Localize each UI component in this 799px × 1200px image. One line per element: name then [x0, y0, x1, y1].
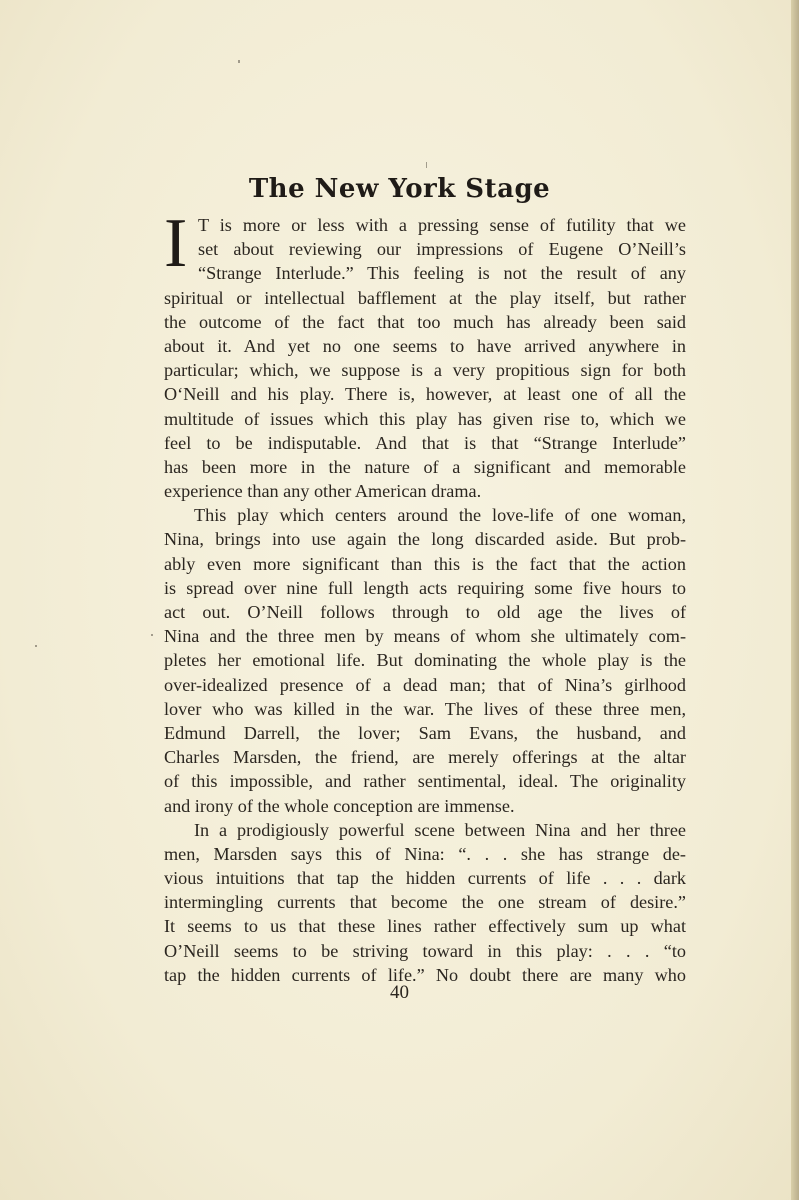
text-line: T is more or less with a pressing sense of futility that we [198, 215, 686, 235]
text-line: feel to be indisputable. And that is that “Strange Interlude” [164, 432, 686, 453]
text-line: This play which centers around the love-life of one woman, [194, 505, 686, 526]
text-line: It seems to us that these lines rather effectively sum up what [164, 916, 686, 937]
text-line: O’Neill seems to be striving toward in this play: . . . “to [164, 940, 686, 961]
text-line: ably even more significant than this is the fact that the action [164, 553, 686, 574]
text-line: In a prodigiously powerful scene between Nina and her three [194, 819, 686, 840]
text-line: “Strange Interlude.” This feeling is not the result of any [198, 263, 686, 284]
text-line: has been more in the nature of a significant and memorable [164, 456, 686, 477]
text-line: Charles Marsden, the friend, are merely offerings at the altar [164, 747, 686, 768]
text-line: pletes her emotional life. But dominating the whole play is the [164, 650, 686, 671]
text-line: set about reviewing our impressions of Eugene O’Neill’s [198, 239, 686, 260]
text-line: of this impossible, and rather sentimental, ideal. The originality [164, 771, 686, 792]
drop-cap: I [164, 205, 188, 282]
text-line: about it. And yet no one seems to have arrived anywhere in [164, 335, 686, 356]
text-line: tap the hidden currents of life.” No doubt there are many who [164, 964, 686, 985]
paper-speck [426, 162, 427, 168]
text-line: spiritual or intellectual bafflement at the play itself, but rather [164, 287, 686, 308]
text-line: Nina and the three men by means of whom she ultimately com- [164, 626, 686, 647]
text-line: intermingling currents that become the one stream of desire.” [164, 892, 686, 913]
text-line: Edmund Darrell, the lover; Sam Evans, the husband, and [164, 722, 686, 743]
paper-speck [35, 645, 37, 647]
text-line: O‘Neill and his play. There is, however, at least one of all the [164, 384, 686, 405]
text-line: vious intuitions that tap the hidden currents of life . . . dark [164, 868, 686, 889]
text-line: is spread over nine full length acts requiring some five hours to [164, 577, 686, 598]
text-line: act out. O’Neill follows through to old age the lives of [164, 602, 686, 622]
text-line: men, Marsden says this of Nina: “. . . she has strange de- [164, 843, 686, 864]
paper-speck [238, 60, 240, 63]
paper-speck [151, 634, 153, 636]
page-title: The New York Stage [248, 174, 551, 204]
page-number: 40 [390, 982, 409, 1003]
text-line: particular; which, we suppose is a very propitious sign for both [164, 360, 686, 381]
text-line: and irony of the whole conception are immense. [164, 795, 515, 816]
text-line: over-idealized presence of a dead man; that of Nina’s girlhood [164, 674, 686, 695]
text-line: multitude of issues which this play has given rise to, which we [164, 408, 686, 429]
text-line: experience than any other American drama. [164, 481, 482, 502]
text-line: Nina, brings into use again the long discarded aside. But prob- [164, 529, 686, 550]
article-body [164, 205, 686, 987]
text-line: the outcome of the fact that too much has already been said [164, 311, 686, 332]
text-line: lover who was killed in the war. The lives of these three men, [164, 698, 686, 719]
